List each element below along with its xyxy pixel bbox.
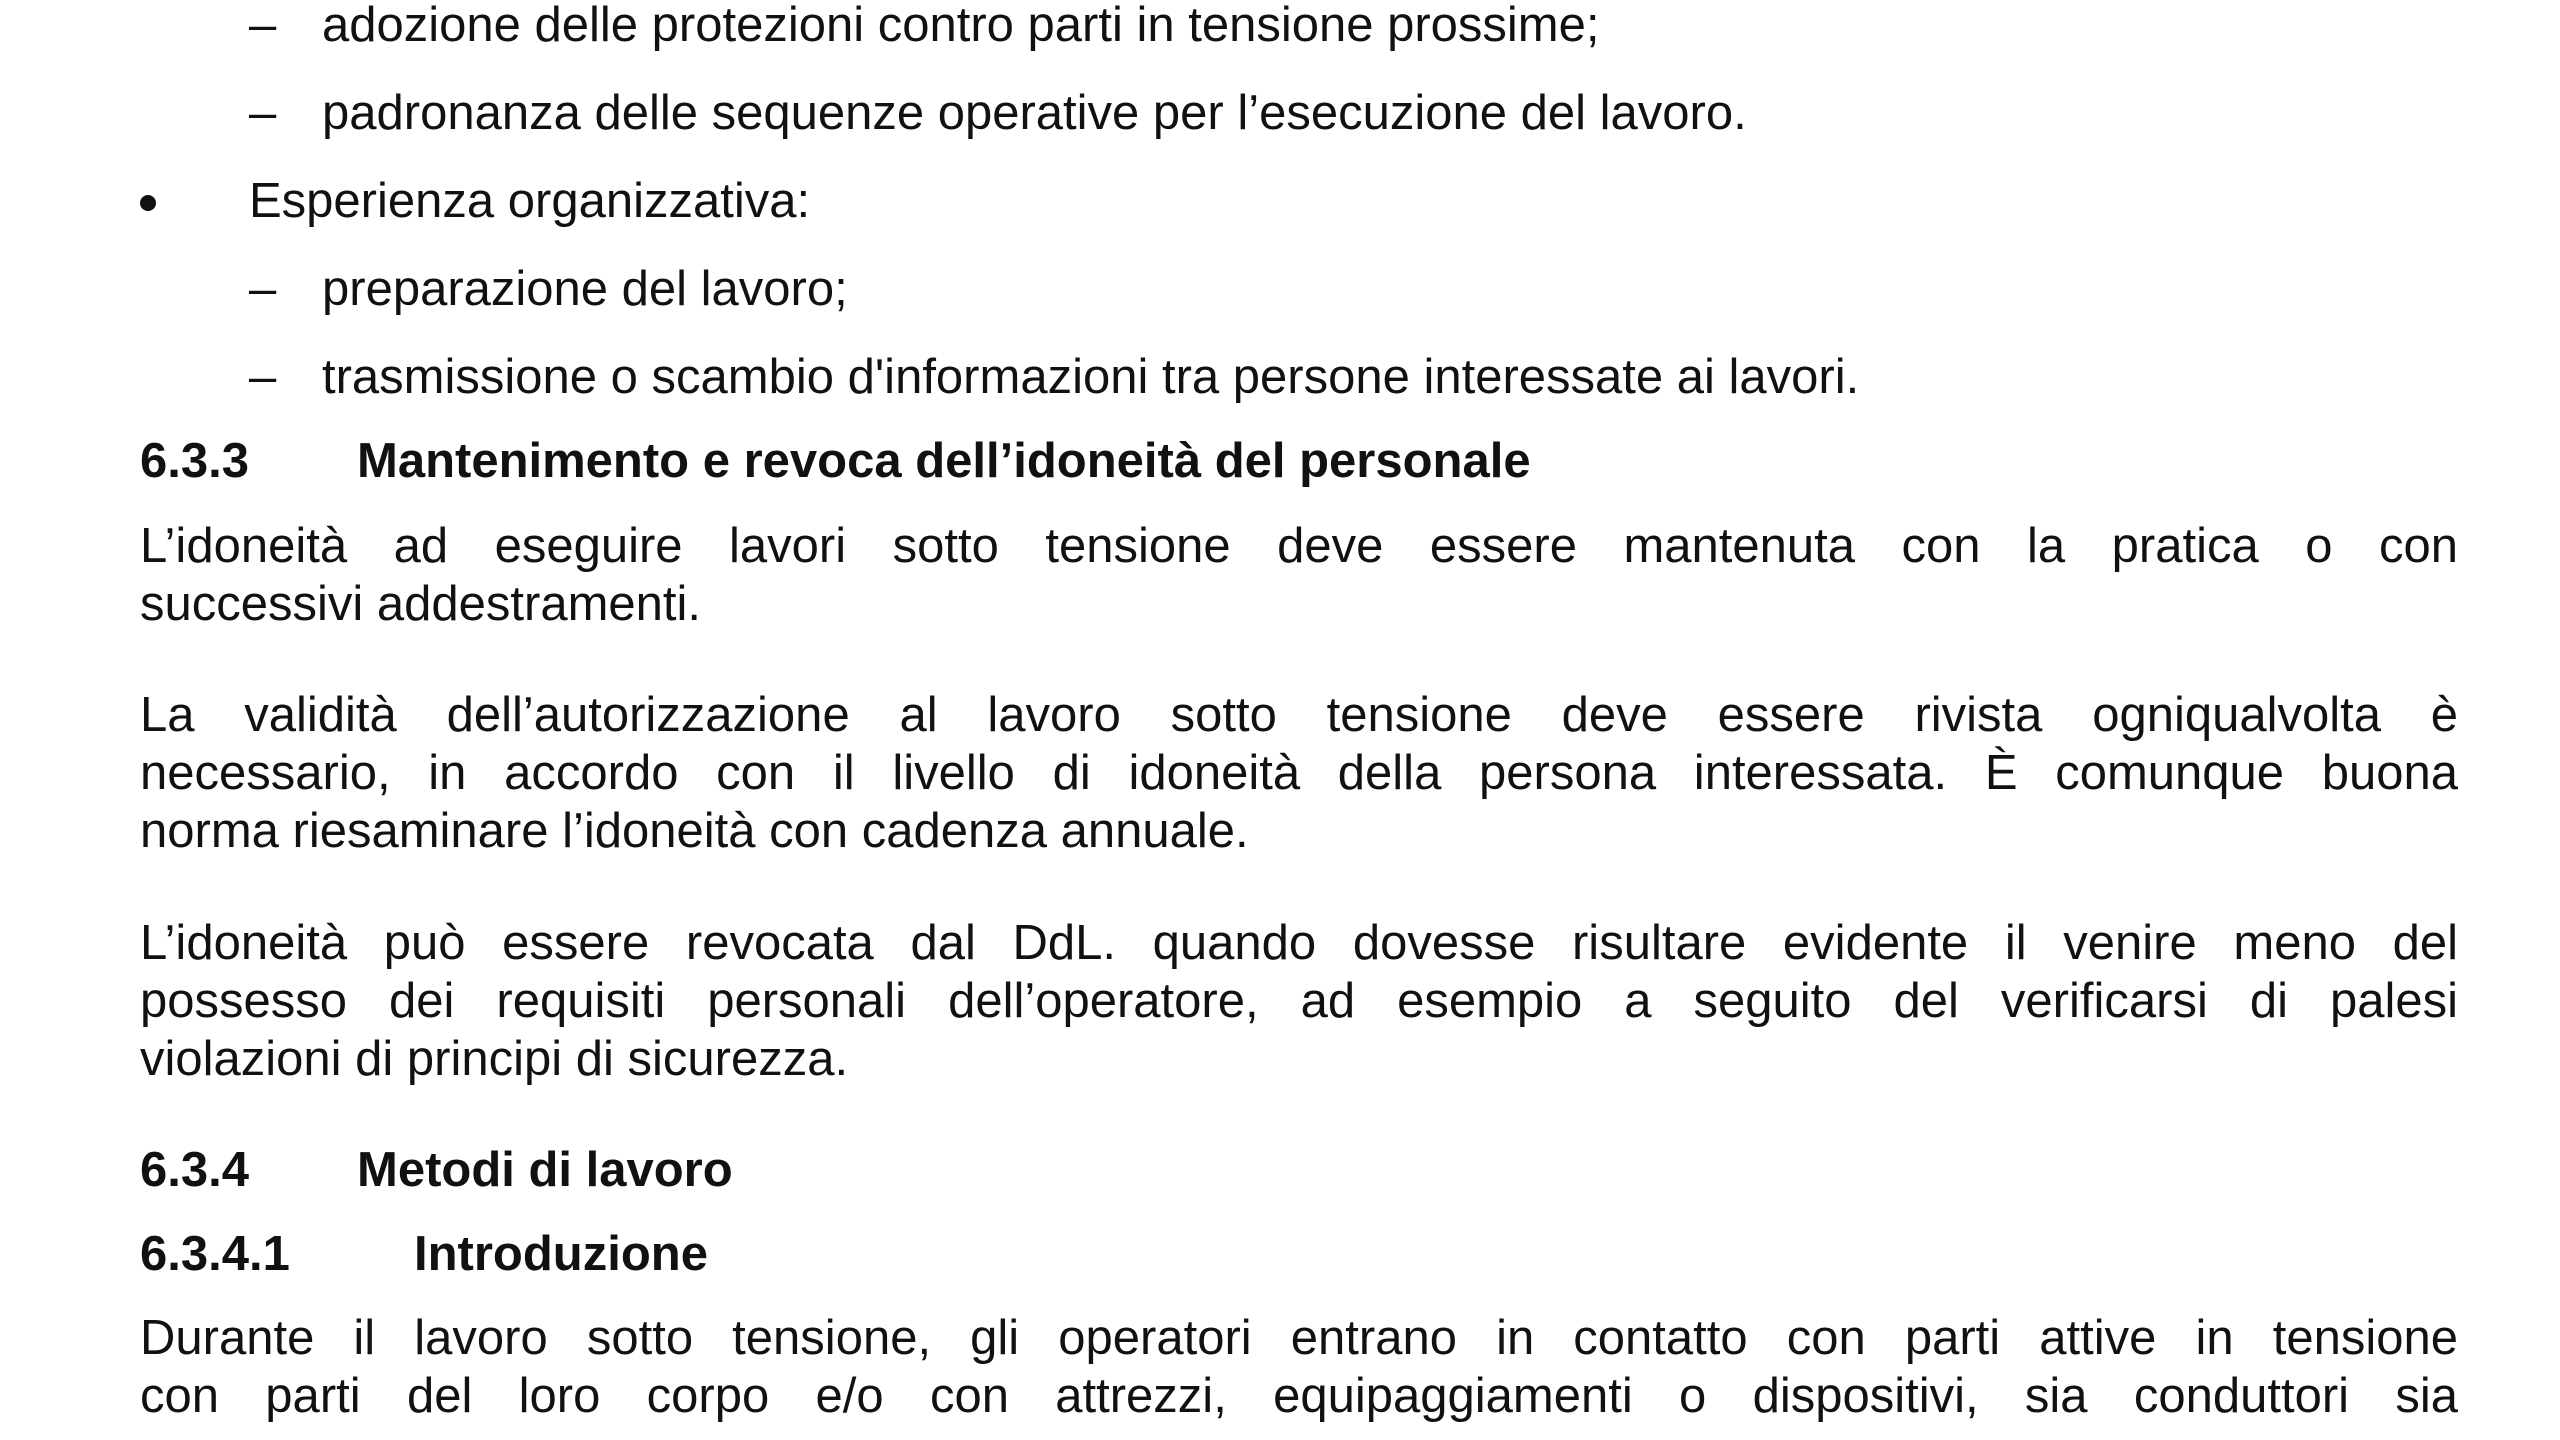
- paragraph-line: L’idoneità può essere revocata dal DdL. quando dovesse risultare evidente il venire meno del: [140, 916, 2458, 970]
- list-item: adozione delle protezioni contro parti in tensione prossime;: [322, 0, 1600, 52]
- dash-marker: –: [249, 86, 277, 140]
- paragraph-line: L’idoneità ad eseguire lavori sotto tensione deve essere mantenuta con la pratica o con: [140, 519, 2458, 573]
- paragraph: [140, 914, 2458, 1088]
- bullet-icon: [140, 195, 156, 211]
- paragraph-line: norma riesaminare l’idoneità con cadenza annuale.: [140, 804, 1249, 858]
- list-item: preparazione del lavoro;: [322, 262, 848, 316]
- list-item: padronanza delle sequenze operative per l’esecuzione del lavoro.: [322, 86, 1747, 140]
- section-title: Metodi di lavoro: [357, 1143, 733, 1197]
- subsection-number: 6.3.4.1: [140, 1227, 290, 1281]
- section-title: Mantenimento e revoca dell’idoneità del personale: [357, 434, 1531, 488]
- paragraph-line: con parti del loro corpo e/o con attrezzi, equipaggiamenti o dispositivi, sia conduttori sia: [140, 1369, 2458, 1423]
- subsection-title: Introduzione: [414, 1227, 708, 1281]
- list-item: trasmissione o scambio d'informazioni tra persone interessate ai lavori.: [322, 350, 1860, 404]
- paragraph: [140, 1309, 2458, 1425]
- paragraph-line: Durante il lavoro sotto tensione, gli operatori entrano in contatto con parti attive in tensione: [140, 1311, 2458, 1365]
- dash-marker: –: [249, 0, 277, 52]
- section-number: 6.3.4: [140, 1143, 249, 1197]
- bullet-item-label: Esperienza organizzativa:: [249, 174, 811, 228]
- dash-marker: –: [249, 350, 277, 404]
- paragraph-line: possesso dei requisiti personali dell’operatore, ad esempio a seguito del verificarsi di palesi: [140, 974, 2458, 1028]
- paragraph: [140, 517, 2458, 633]
- paragraph: [140, 686, 2458, 860]
- section-number: 6.3.3: [140, 434, 249, 488]
- dash-marker: –: [249, 262, 277, 316]
- paragraph-line: La validità dell’autorizzazione al lavoro sotto tensione deve essere rivista ogniqualvolta è: [140, 688, 2458, 742]
- paragraph-line: successivi addestramenti.: [140, 577, 702, 631]
- paragraph-line: violazioni di principi di sicurezza.: [140, 1032, 849, 1086]
- paragraph-line: necessario, in accordo con il livello di idoneità della persona interessata. È comunque buona: [140, 746, 2458, 800]
